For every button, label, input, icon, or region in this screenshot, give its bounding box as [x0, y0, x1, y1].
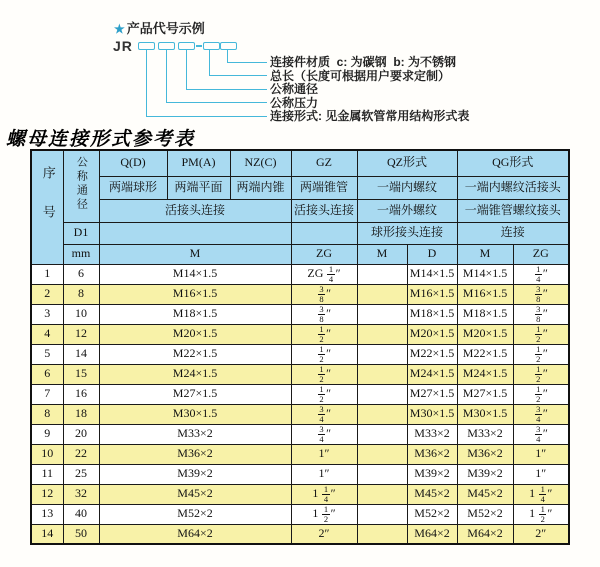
- cell-seq: 11: [31, 464, 63, 484]
- cell-seq: 14: [31, 524, 63, 544]
- cell-dn: 16: [63, 384, 99, 404]
- cell-gz: 1″: [291, 464, 357, 484]
- cell-qz-m: [357, 424, 407, 444]
- header-row-4: [31, 222, 569, 244]
- table-header: [31, 150, 569, 264]
- cell-dn: 50: [63, 524, 99, 544]
- code-prefix: JR: [113, 38, 133, 54]
- header-row-1: [31, 150, 569, 176]
- cell-qz-d: M16×1.5: [407, 284, 457, 304]
- table-row: [31, 524, 569, 544]
- fraction: $\frac{1}{2}$: [319, 384, 324, 404]
- cell-seq: 12: [31, 484, 63, 504]
- cell-qz-d: M45×2: [407, 484, 457, 504]
- header-qg-connection: 连接: [457, 222, 569, 244]
- header-qz-connection: 球形接头连接: [357, 222, 457, 244]
- cell-qz-m: [357, 304, 407, 324]
- table-row: [31, 424, 569, 444]
- cell-qz-m: [357, 524, 407, 544]
- fraction: $\frac{1}{4}$: [540, 484, 545, 504]
- header-col-nz: NZ(C): [230, 150, 291, 176]
- header-zg-qg: ZG: [513, 244, 569, 264]
- cell-qz-d: M24×1.5: [407, 364, 457, 384]
- cell-qz-d: M36×2: [407, 444, 457, 464]
- table-row: [31, 384, 569, 404]
- table-row: [31, 444, 569, 464]
- fraction: $\frac{1}{2}$: [536, 384, 541, 404]
- cell-dn: 6: [63, 264, 99, 284]
- cell-qg-zg: $\frac{3}{8}$ ″: [513, 284, 569, 304]
- cell-qz-d: M33×2: [407, 424, 457, 444]
- cell-qg-zg: $\frac{1}{2}$ ″: [513, 384, 569, 404]
- header-qz-desc1: 一端内螺纹: [357, 176, 457, 199]
- fraction: $\frac{3}{8}$: [536, 304, 541, 324]
- header-empty-gz: [291, 222, 357, 244]
- cell-qg-m: M33×2: [457, 424, 513, 444]
- cell-qz-d: M39×2: [407, 464, 457, 484]
- cell-qz-m: [357, 464, 407, 484]
- cell-dn: 10: [63, 304, 99, 324]
- cell-dn: 14: [63, 344, 99, 364]
- cell-qg-m: M24×1.5: [457, 364, 513, 384]
- fraction: $\frac{3}{8}$: [319, 284, 324, 304]
- cell-m: M33×2: [99, 424, 291, 444]
- cell-qg-zg: 2″: [513, 524, 569, 544]
- header-q-desc: 两端球形: [99, 176, 167, 199]
- cell-m: M22×1.5: [99, 344, 291, 364]
- header-m-qz: M: [357, 244, 407, 264]
- cell-qg-zg: $\frac{1}{2}$ ″: [513, 324, 569, 344]
- cell-m: M45×2: [99, 484, 291, 504]
- cell-gz: 1 $\frac{1}{4}$ ″: [291, 484, 357, 504]
- cell-seq: 2: [31, 284, 63, 304]
- cell-dn: 32: [63, 484, 99, 504]
- table-row: [31, 264, 569, 284]
- header-d1: D1: [63, 222, 99, 244]
- header-col-q: Q(D): [99, 150, 167, 176]
- cell-qz-m: [357, 324, 407, 344]
- header-row-5: [31, 244, 569, 264]
- cell-dn: 20: [63, 424, 99, 444]
- cell-qg-zg: $\frac{1}{4}$ ″: [513, 264, 569, 284]
- cell-qz-d: M20×1.5: [407, 324, 457, 344]
- fraction: $\frac{3}{8}$: [319, 304, 324, 324]
- table-row: [31, 344, 569, 364]
- code-dash: [196, 45, 202, 47]
- diagram-label-diameter: 公称通径: [270, 82, 319, 96]
- header-union-connection: 活接头连接: [99, 199, 291, 222]
- cell-qg-zg: $\frac{3}{4}$ ″: [513, 404, 569, 424]
- header-col-gz: GZ: [291, 150, 357, 176]
- cell-qg-m: M64×2: [457, 524, 513, 544]
- cell-seq: 7: [31, 384, 63, 404]
- cell-qg-zg: 1 $\frac{1}{4}$ ″: [513, 484, 569, 504]
- cell-qz-m: [357, 444, 407, 464]
- fraction: $\frac{1}{4}$: [328, 264, 334, 284]
- cell-qg-m: M27×1.5: [457, 384, 513, 404]
- header-mm: mm: [63, 244, 99, 264]
- header-qg-desc1: 一端内螺纹活接头: [457, 176, 569, 199]
- cell-dn: 25: [63, 464, 99, 484]
- cell-qz-m: [357, 484, 407, 504]
- cell-qg-m: M52×2: [457, 504, 513, 524]
- header-row-3: [31, 199, 569, 222]
- fraction: $\frac{1}{4}$: [536, 264, 541, 284]
- cell-m: M39×2: [99, 464, 291, 484]
- cell-qg-m: M22×1.5: [457, 344, 513, 364]
- diagram-label-length: 总长（长度可根据用户要求定制）: [270, 69, 451, 83]
- cell-qg-m: M39×2: [457, 464, 513, 484]
- fraction: $\frac{1}{2}$: [319, 364, 324, 384]
- cell-gz: $\frac{1}{2}$ ″: [291, 384, 357, 404]
- fraction: $\frac{1}{2}$: [536, 324, 541, 344]
- table-row: [31, 484, 569, 504]
- fraction: $\frac{1}{2}$: [319, 344, 324, 364]
- header-nz-desc: 两端内锥: [230, 176, 291, 199]
- cell-gz: 1 $\frac{1}{2}$ ″: [291, 504, 357, 524]
- cell-qg-zg: $\frac{1}{2}$ ″: [513, 364, 569, 384]
- header-empty-main: [99, 222, 291, 244]
- cell-dn: 15: [63, 364, 99, 384]
- fraction: $\frac{1}{4}$: [323, 484, 329, 504]
- cell-m: M20×1.5: [99, 324, 291, 344]
- cell-qz-m: [357, 284, 407, 304]
- cell-dn: 18: [63, 404, 99, 424]
- fraction: $\frac{3}{8}$: [536, 284, 541, 304]
- cell-gz: $\frac{1}{2}$ ″: [291, 324, 357, 344]
- cell-gz: 1″: [291, 444, 357, 464]
- header-gz-desc: 两端锥管: [291, 176, 357, 199]
- table-row: [31, 304, 569, 324]
- cell-m: M24×1.5: [99, 364, 291, 384]
- header-qz-desc2: 一端外螺纹: [357, 199, 457, 222]
- cell-dn: 8: [63, 284, 99, 304]
- fraction: $\frac{3}{4}$: [319, 424, 324, 444]
- fraction: $\frac{1}{2}$: [323, 504, 329, 524]
- cell-qg-m: M30×1.5: [457, 404, 513, 424]
- table-title: 螺母连接形式参考表: [6, 129, 196, 150]
- table-row: [31, 284, 569, 304]
- cell-m: M36×2: [99, 444, 291, 464]
- diagram-title: [114, 18, 205, 37]
- nut-connection-reference-table: [30, 149, 570, 545]
- cell-gz: ZG $\frac{1}{4}$ ″: [291, 264, 357, 284]
- diagram-title-text: 产品代号示例: [126, 21, 205, 36]
- cell-gz: $\frac{3}{4}$ ″: [291, 404, 357, 424]
- cell-dn: 22: [63, 444, 99, 464]
- header-qg-desc2: 一端锥管螺纹接头: [457, 199, 569, 222]
- cell-qg-m: M18×1.5: [457, 304, 513, 324]
- header-nominal-diameter: 公称通径: [63, 150, 99, 222]
- fraction: $\frac{1}{2}$: [536, 364, 541, 384]
- cell-dn: 12: [63, 324, 99, 344]
- cell-gz: $\frac{3}{8}$ ″: [291, 284, 357, 304]
- cell-m: M16×1.5: [99, 284, 291, 304]
- header-seq: 序号: [31, 150, 63, 264]
- cell-m: M14×1.5: [99, 264, 291, 284]
- cell-qg-m: M20×1.5: [457, 324, 513, 344]
- cell-qg-zg: $\frac{3}{8}$ ″: [513, 304, 569, 324]
- cell-m: M27×1.5: [99, 384, 291, 404]
- header-col-qz: QZ形式: [357, 150, 457, 176]
- cell-qz-d: M18×1.5: [407, 304, 457, 324]
- table-row: [31, 504, 569, 524]
- cell-seq: 10: [31, 444, 63, 464]
- table-body: [31, 264, 569, 544]
- cell-qg-zg: 1″: [513, 464, 569, 484]
- cell-seq: 9: [31, 424, 63, 444]
- header-col-pm: PM(A): [167, 150, 230, 176]
- header-pm-desc: 两端平面: [167, 176, 230, 199]
- fraction: $\frac{1}{2}$: [319, 324, 324, 344]
- cell-seq: 4: [31, 324, 63, 344]
- cell-qg-m: M45×2: [457, 484, 513, 504]
- star-icon: ★: [114, 22, 125, 36]
- cell-seq: 6: [31, 364, 63, 384]
- fraction: $\frac{1}{2}$: [536, 344, 541, 364]
- cell-qz-m: [357, 404, 407, 424]
- cell-qz-m: [357, 344, 407, 364]
- cell-qg-zg: 1″: [513, 444, 569, 464]
- cell-m: M52×2: [99, 504, 291, 524]
- cell-qz-d: M27×1.5: [407, 384, 457, 404]
- table-row: [31, 464, 569, 484]
- product-code-diagram: [0, 0, 600, 125]
- cell-seq: 13: [31, 504, 63, 524]
- cell-gz: $\frac{1}{2}$ ″: [291, 344, 357, 364]
- cell-gz: $\frac{3}{4}$ ″: [291, 424, 357, 444]
- table-row: [31, 404, 569, 424]
- cell-seq: 8: [31, 404, 63, 424]
- cell-gz: $\frac{1}{2}$ ″: [291, 364, 357, 384]
- cell-m: M30×1.5: [99, 404, 291, 424]
- header-col-qg: QG形式: [457, 150, 569, 176]
- cell-qz-d: M52×2: [407, 504, 457, 524]
- header-row-2: [31, 176, 569, 199]
- cell-qg-zg: $\frac{3}{4}$ ″: [513, 424, 569, 444]
- cell-qg-m: M14×1.5: [457, 264, 513, 284]
- cell-qz-m: [357, 364, 407, 384]
- cell-qg-zg: 1 $\frac{1}{2}$ ″: [513, 504, 569, 524]
- fraction: $\frac{3}{4}$: [536, 424, 541, 444]
- header-zg-gz: ZG: [291, 244, 357, 264]
- cell-gz: $\frac{3}{8}$ ″: [291, 304, 357, 324]
- cell-qz-m: [357, 264, 407, 284]
- header-gz-connection: 活接头连接: [291, 199, 357, 222]
- table-row: [31, 364, 569, 384]
- diagram-label-connection: 连接形式: 见金属软管常用结构形式表: [270, 109, 470, 123]
- diagram-label-pressure: 公称压力: [270, 96, 319, 110]
- fraction: $\frac{3}{4}$: [319, 404, 324, 424]
- diagram-label-material: 连接件材质 c: 为碳钢 b: 为不锈钢: [270, 55, 457, 69]
- cell-seq: 3: [31, 304, 63, 324]
- cell-qz-m: [357, 384, 407, 404]
- table-row: [31, 324, 569, 344]
- header-m-main: M: [99, 244, 291, 264]
- header-d-qz: D: [407, 244, 457, 264]
- cell-qg-m: M36×2: [457, 444, 513, 464]
- cell-dn: 40: [63, 504, 99, 524]
- fraction: $\frac{3}{4}$: [536, 404, 541, 424]
- cell-seq: 1: [31, 264, 63, 284]
- header-m-qg: M: [457, 244, 513, 264]
- cell-seq: 5: [31, 344, 63, 364]
- cell-qz-d: M14×1.5: [407, 264, 457, 284]
- connector-line-5: [227, 49, 267, 63]
- cell-gz: 2″: [291, 524, 357, 544]
- cell-qz-d: M30×1.5: [407, 404, 457, 424]
- cell-m: M64×2: [99, 524, 291, 544]
- cell-m: M18×1.5: [99, 304, 291, 324]
- cell-qz-m: [357, 504, 407, 524]
- cell-qg-zg: $\frac{1}{2}$ ″: [513, 344, 569, 364]
- cell-qz-d: M22×1.5: [407, 344, 457, 364]
- cell-qg-m: M16×1.5: [457, 284, 513, 304]
- fraction: $\frac{1}{2}$: [540, 504, 545, 524]
- cell-qz-d: M64×2: [407, 524, 457, 544]
